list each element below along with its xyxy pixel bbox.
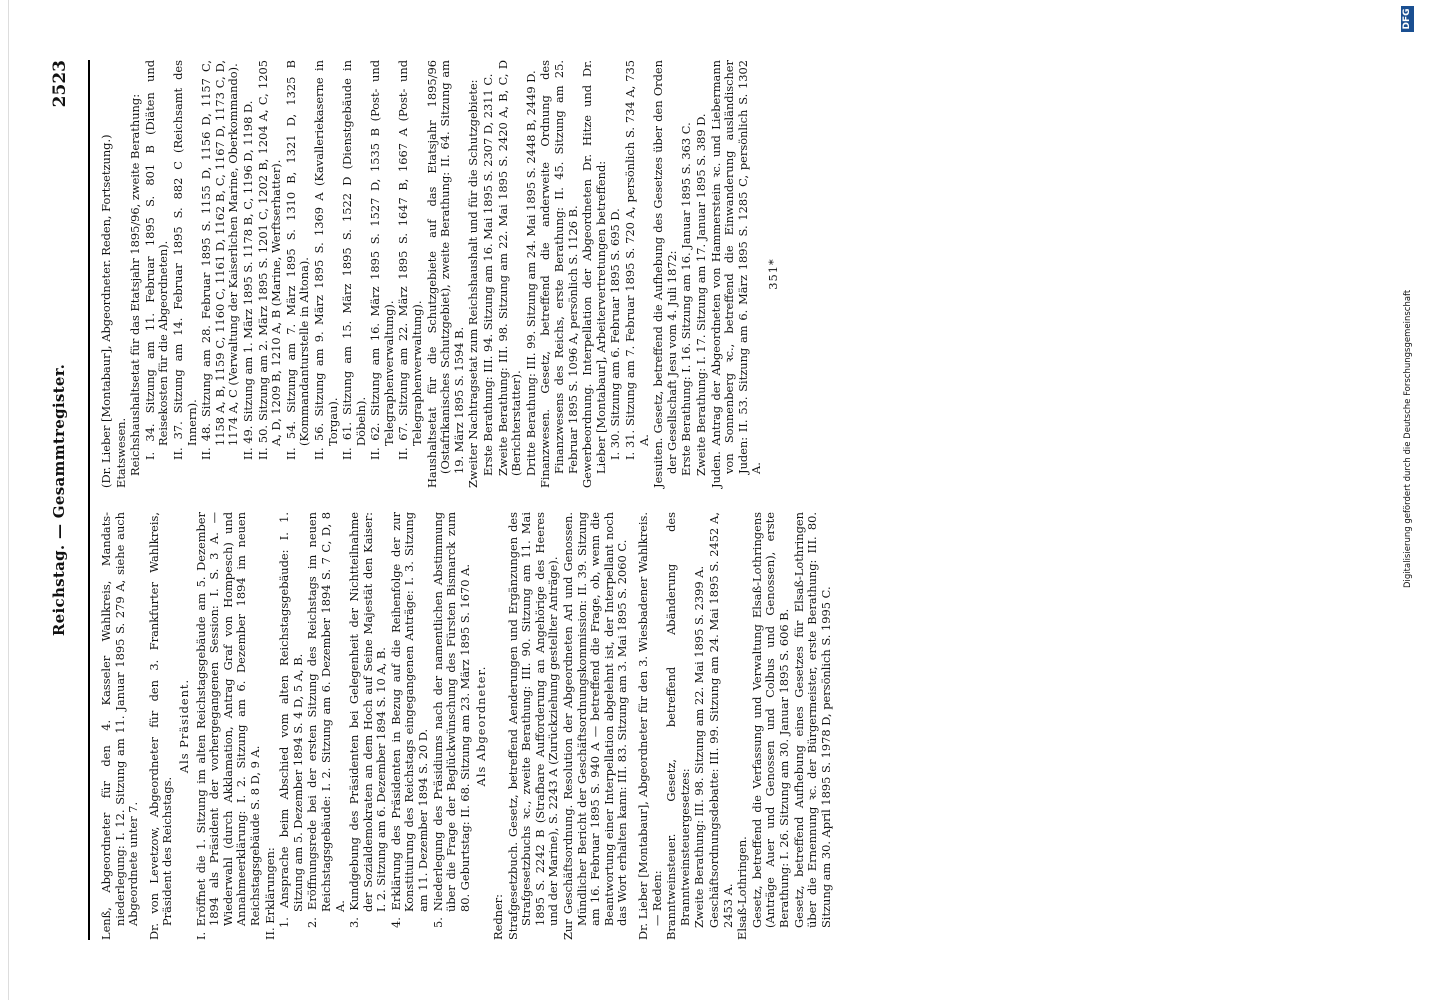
page-header bbox=[50, 60, 90, 940]
dfg-logo: DFG bbox=[1401, 6, 1414, 32]
digitization-footer bbox=[1395, 0, 1425, 1000]
register-entry: Geschäftsordnungsdebatte: III. 99. Sitzung am 24. Mai 1895 S. 2452 A, 2453 A. bbox=[706, 512, 735, 928]
register-entry: II. 54. Sitzung am 7. März 1895 S. 1310 B, 1321 D, 1325 B (Kommandanturstelle in Altona). bbox=[283, 60, 312, 460]
register-entry: Dr. Lieber [Montabaur], Abgeordneter für den 3. Wiesbadener Wahlkreis. — Reden: bbox=[635, 512, 664, 940]
register-entry: 5. Niederlegung des Präsidiums nach der namentlichen Abstimmung über die Frage der Beglückwünschung des Fürsten Bismarck zum 80. Geburtstag: II. 68. Sitzung am 23. März 1895 S. 1670 A. bbox=[430, 512, 472, 928]
section-heading: Als Präsident. bbox=[176, 678, 191, 774]
left-column bbox=[100, 512, 834, 940]
register-entry: (Dr. Lieber [Montabaur], Abgeordneter. Reden, Fortsetzung.) bbox=[99, 134, 113, 488]
register-entry: Dritte Berathung: III. 99. Sitzung am 24. Mai 1895 S. 2448 B, 2449 D. bbox=[523, 70, 538, 476]
register-entry: II. 48. Sitzung am 28. Februar 1895 S. 1155 D, 1156 D, 1157 C, 1158 A, B, 1159 C, 1160 C, 1161 D, 1162 B, C, 1167 D, 1173 C, D, 1174 A, C (Verwaltung der Kaiserlichen Marine, Oberkommando). bbox=[199, 60, 241, 460]
register-entry: I. 34. Sitzung am 11. Februar 1895 S. 801 B (Diäten und Reisekosten für die Abgeordneten). bbox=[142, 60, 171, 460]
register-entry: Lenß, Abgeordneter für den 4. Kasseler Wahlkreis, Mandats-niederlegung: I. 12. Sitzung am 11. Januar 1895 S. 279 A, siehe auch Abgeordnete unter 7. bbox=[99, 512, 141, 940]
scan-edge-line bbox=[8, 0, 9, 1000]
register-entry: 2. Eröffnungsrede bei der ersten Sitzung des Reichstags im neuen Reichstagsgebäude: I. 2. Sitzung am 6. Dezember 1894 S. 7 C, D, 8 A. bbox=[305, 512, 347, 928]
register-entry: Elsaß-Lothringen. bbox=[735, 836, 750, 940]
header-rule bbox=[88, 60, 90, 940]
register-entry: II. 37. Sitzung am 14. Februar 1895 S. 882 C (Reichsamt des Innern). bbox=[170, 60, 199, 460]
register-entry: Zur Geschäftsordnung. Resolution der Abgeordneten Arl und Genossen. Mündlicher Bericht der Geschäftsordnungskommission: II. 39. Sitzung am 16. Februar 1895 S. 940 A — betreffend die Frage, ob, wenn die Beantwortung einer Interpellation abgelehnt ist, der Interpellant noch das Wort erhalten kann: III. 83. Sitzung am 3. Mai 1895 S. 2060 C. bbox=[561, 512, 630, 940]
register-entry: Zweite Berathung: III. 98. Sitzung am 22. Mai 1895 S. 2399 A. bbox=[692, 565, 707, 928]
register-entry: 1. Ansprache beim Abschied vom alten Reichstagsgebäude: I. 1. Sitzung am 5. Dezember 1894 S. 4 D, 5 A, B. bbox=[277, 512, 305, 928]
register-entry: II. 67. Sitzung am 22. März 1895 S. 1647 B, 1667 A (Post- und Telegraphenverwaltung). bbox=[396, 60, 425, 460]
section-heading: Als Abgeordneter. bbox=[474, 665, 489, 787]
register-entry: I. 30. Sitzung am 6. Februar 1895 S. 695 D. bbox=[608, 208, 623, 460]
register-entry: II. 50. Sitzung am 2. März 1895 S. 1201 C, 1202 B, 1204 A, C, 1205 A, D, 1209 B, 1210 A, B (Marine, Werftserhatter). bbox=[255, 60, 284, 460]
register-entry: 4. Erklärung des Präsidenten in Bezug auf die Reihenfolge der zur Konstituirung des Reichstags eingegangenen Anträge: I. 3. Sitzung am 11. Dezember 1894 S. 20 D. bbox=[388, 512, 431, 928]
register-entry: Zweite Berathung: I. 17. Sitzung am 17. Januar 1895 S. 389 D. bbox=[693, 113, 708, 476]
running-title: Reichstag. — Gesammtregister. bbox=[50, 363, 68, 637]
register-entry: Dr. von Levetzow, Abgeordneter für den 3. Frankfurter Wahlkreis, Präsident des Reichstags. bbox=[146, 512, 175, 940]
register-entry: Juden. Antrag der Abgeordneten von Hammerstein ꝛc. und Liebermann von Sonnenberg ꝛc., betreffend die Einwanderung ausländischer Juden: II. 53. Sitzung am 6. März 1895 S. 1285 C, persönlich S. 1302 A. bbox=[708, 60, 764, 488]
register-entry: Gewerbeordnung. Interpellation der Abgeordneten Dr. Hitze und Dr. Lieber [Montabaur], Arbeitervertretungen betreffend: bbox=[580, 60, 608, 488]
register-entry: II. 56. Sitzung am 9. März 1895 S. 1369 A (Kavalleriekaserne in Torgau). bbox=[311, 60, 340, 460]
register-entry: Zweiter Nachtragsetat zum Reichshaushalt und für die Schutzgebiete: bbox=[466, 79, 481, 488]
footer-text: Digitalisierung gefördert durch die Deutsche Forschungsgemeinschaft bbox=[1403, 289, 1413, 588]
page-number: 2523 bbox=[50, 60, 70, 108]
right-column bbox=[100, 60, 784, 488]
register-entry: Erste Berathung: I. 16. Sitzung am 16. Januar 1895 S. 363 C. bbox=[679, 122, 694, 476]
register-entry: Strafgesetzbuch. Gesetz, betreffend Aenderungen und Ergänzungen des Strafgesetzbuchs ꝛc., zweite Berathung: III. 90. Sitzung am 11. Mai 1895 S. 2242 B (Strafbare Aufforderung an Angehörige des Heeres und der Marine), S. 2243 A (Zurückziehung gestellter Anträge). bbox=[505, 512, 561, 940]
register-entry: I. Eröffnet die 1. Sitzung im alten Reichstagsgebäude am 5. Dezember 1894 als Präsident der vorhergegangenen Session: I. S. 3 A. — Wiederwahl (durch Akklamation, Antrag Graf von Hompesch) und Annahmeerklärung: I. 2. Sitzung am 6. Dezember 1894 im neuen Reichstagsgebäude S. 8 D, 9 A. bbox=[193, 512, 262, 940]
register-entry: I. 31. Sitzung am 7. Februar 1895 S. 720 A, persönlich S. 734 A, 735 A. bbox=[622, 60, 651, 460]
register-entry: Jesuiten. Gesetz, betreffend die Aufhebung des Gesetzes über den Orden der Gesellschaft Jesu vom 4. Juli 1872: bbox=[651, 60, 679, 488]
section-heading: 351* bbox=[765, 258, 780, 290]
register-entry: Gesetz, betreffend Aufhebung eines Gesetzes für Elsaß-Lothringen über die Ernennung ꝛc. der Bürgermeister, erste Berathung: III. 80. Sitzung am 30. April 1895 S. 1978 D, persönlich S. 1995 C. bbox=[791, 512, 833, 928]
register-entry: Zweite Berathung: III. 98. Sitzung am 22. Mai 1895 S. 2420 A, B, C, D (Berichterstatter). bbox=[495, 60, 524, 476]
register-entry: 3. Kundgebung des Präsidenten bei Gelegenheit der Nichtteilnahme der Sozialdemokraten an dem Hoch auf Seine Majestät den Kaiser: I. 2. Sitzung am 6. Dezember 1894 S. 10 A, B. bbox=[347, 512, 389, 928]
register-entry: Erste Berathung: III. 94. Sitzung am 16. Mai 1895 S. 2307 D, 2311 C. bbox=[481, 73, 496, 476]
register-entry: II. Erklärungen: bbox=[262, 847, 277, 940]
register-entry: Etatswesen. bbox=[113, 417, 128, 488]
register-entry: II. 61. Sitzung am 15. März 1895 S. 1522 D (Dienstgebäude in Döbeln). bbox=[340, 60, 368, 460]
register-entry: Haushaltsetat für die Schutzgebiete auf das Etatsjahr 1895/96 (Ostafrikanisches Schutzgebiet), zweite Berathung: II. 64. Sitzung am 19. März 1895 S. 1594 B. bbox=[424, 60, 466, 488]
register-entry: Gesetz, betreffend die Verfassung und Verwaltung Elsaß-Lothringens (Anträge Auer und Genossen und Colbus und Genossen), erste Berathung: I. 26. Sitzung am 30. Januar 1895 S. 606 B. bbox=[749, 512, 791, 928]
register-entry: Reichshaushaltsetat für das Etatsjahr 1895/96, zweite Berathung: bbox=[128, 93, 143, 476]
register-entry: II. 62. Sitzung am 16. März 1895 S. 1527 D, 1535 B (Post- und Telegraphenverwaltung). bbox=[368, 60, 396, 460]
register-entry: II. 49. Sitzung am 1. März 1895 S. 1178 B, C, 1196 D, 1198 D. bbox=[240, 100, 255, 460]
register-entry: Finanzwesen. Gesetz, betreffend die anderweite Ordnung des Finanzwesens des Reichs, erste Berathung: II. 45. Sitzung am 25. Februar 1895 S. 1096 A, persönlich S. 1126 B. bbox=[538, 60, 580, 488]
register-entry: Branntweinsteuer. Gesetz, betreffend Abänderung des Branntweinsteuergesetzes: bbox=[664, 512, 692, 940]
register-entry: Redner: bbox=[491, 894, 506, 940]
